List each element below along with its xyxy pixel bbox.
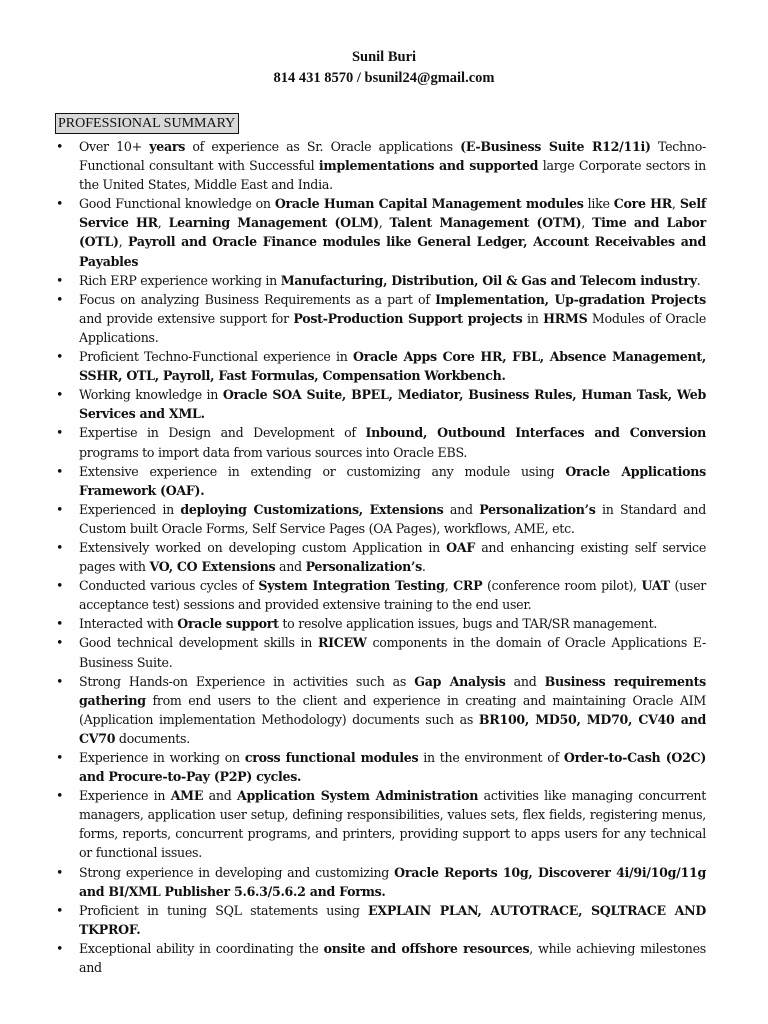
text: Rich ERP experience working in — [79, 272, 281, 288]
summary-bullet — [56, 347, 706, 385]
summary-bullet — [56, 863, 706, 901]
text: Extensive experience in extending or customizing any module using — [79, 463, 566, 479]
bullet-icon: • — [56, 463, 64, 479]
bullet-icon: • — [56, 864, 64, 880]
bold-text: Order-to-Cash (O2C) and Procure-to-Pay (P2P) cycles. — [79, 750, 706, 785]
text: Interacted with — [79, 616, 178, 632]
bold-text: AME — [170, 788, 204, 804]
summary-bullet — [56, 538, 706, 576]
summary-bullet — [56, 939, 706, 977]
bold-text: UAT — [641, 578, 670, 594]
bold-text: Oracle Apps Core HR, FBL, Absence Management, SSHR, OTL, Payroll, Fast Formulas, Compensation Workbench. — [79, 349, 706, 384]
bold-text: years — [149, 139, 186, 154]
bold-text: cross functional modules — [244, 750, 419, 765]
bold-text: Business requirements gathering — [79, 673, 706, 708]
bold-text: Manufacturing, Distribution, Oil & Gas and Telecom industry — [280, 272, 697, 288]
bold-text: Talent Management (OTM) — [389, 215, 582, 231]
text: Experienced in — [79, 501, 181, 517]
bold-text: Time and Labor (OTL) — [79, 215, 707, 250]
text: documents. — [115, 730, 190, 746]
bold-text: Self Service HR — [79, 196, 707, 231]
text: Modules of Oracle Applications. — [79, 310, 706, 345]
bullet-icon: • — [56, 349, 64, 365]
bullet-icon: • — [56, 788, 64, 804]
text: Conducted various cycles of — [79, 578, 259, 594]
bold-text: Oracle Applications Framework (OAF). — [79, 463, 706, 498]
bold-text: deploying Customizations, Extensions — [180, 501, 444, 517]
bullet-icon: • — [56, 387, 64, 403]
text: Working knowledge in — [79, 387, 223, 403]
bold-text: Personalization’s — [305, 559, 422, 575]
summary-bullet — [56, 462, 706, 500]
bullet-icon: • — [56, 616, 64, 632]
bullet-icon: • — [56, 196, 64, 212]
text: (conference room pilot), — [482, 578, 642, 594]
bullet-icon: • — [56, 539, 64, 555]
bold-text: Core HR — [613, 196, 672, 212]
summary-bullet — [56, 290, 706, 347]
bold-text: Gap Analysis — [414, 673, 506, 689]
bold-text: (E-Business Suite R12/11i) — [460, 139, 651, 154]
text: Expertise in Design and Development of — [79, 425, 366, 441]
text: Proficient in tuning SQL statements using — [79, 902, 369, 918]
bold-text: Oracle support — [177, 616, 279, 632]
text: Good technical development skills in — [79, 635, 318, 651]
bold-text: OAF — [446, 539, 475, 555]
bold-text: Oracle Reports 10g, Discoverer 4i/9i/10g/11g and BI/XML Publisher 5.6.3/5.6.2 and Forms. — [79, 864, 706, 899]
text: Strong experience in developing and customizing — [79, 864, 395, 880]
bold-text: Learning Management (OLM) — [168, 215, 379, 231]
summary-bullet-list — [56, 137, 706, 977]
text: Over 10+ — [79, 139, 150, 154]
text: in Standard and Custom built Oracle Forms, Self Service Pages (OA Pages), workflows, AME, etc. — [79, 501, 707, 536]
bold-text: BR100, MD50, MD70, CV40 and CV70 — [79, 711, 706, 746]
bold-text: implementations and supported — [318, 158, 539, 174]
bullet-icon: • — [56, 139, 64, 154]
bullet-icon: • — [56, 750, 64, 765]
text: to resolve application issues, bugs and TAR/SR management. — [278, 616, 658, 632]
bold-text: HRMS — [543, 310, 588, 326]
text: , — [157, 215, 169, 231]
text: (user acceptance test) sessions and provided extensive training to the end user. — [79, 578, 706, 613]
summary-bullet — [56, 672, 706, 748]
text: components in the domain of Oracle Applications E-Business Suite. — [79, 635, 706, 670]
summary-bullet — [56, 901, 706, 939]
bullet-icon: • — [56, 902, 64, 918]
summary-bullet — [56, 194, 706, 270]
text: of experience as Sr. Oracle applications — [185, 139, 461, 154]
bold-text: CRP — [453, 578, 483, 594]
text: like — [583, 196, 614, 212]
text: , — [581, 215, 593, 231]
text: Techno-Functional consultant with Successful — [79, 139, 706, 174]
text: in the environment of — [418, 750, 564, 765]
text: Experience in — [79, 788, 171, 804]
text: . — [696, 272, 701, 288]
bold-text: Inbound, Outbound Interfaces and Conversion — [365, 425, 706, 441]
bold-text: Implementation, Up-gradation Projects — [435, 291, 706, 307]
bold-text: VO, CO Extensions — [149, 559, 276, 575]
bullet-icon: • — [56, 635, 64, 651]
summary-bullet — [56, 271, 706, 290]
text: , — [118, 234, 128, 250]
text: Exceptional ability in coordinating the — [79, 940, 324, 956]
bold-text: EXPLAIN PLAN, AUTOTRACE, SQLTRACE AND TKPROF. — [79, 902, 706, 937]
summary-bullet — [56, 137, 706, 194]
summary-bullet — [56, 500, 706, 538]
text: Focus on analyzing Business Requirements as a part of — [79, 291, 436, 307]
text: Good Functional knowledge on — [79, 196, 275, 212]
bullet-icon: • — [56, 291, 64, 307]
summary-bullet — [56, 614, 706, 633]
bold-text: Personalization’s — [479, 501, 596, 517]
bold-text: System Integration Testing — [258, 578, 445, 594]
text: Proficient Techno-Functional experience in — [79, 349, 354, 365]
bullet-icon: • — [56, 272, 64, 288]
bold-text: RICEW — [317, 635, 367, 651]
bullet-icon: • — [56, 940, 64, 956]
text: Extensively worked on developing custom Application in — [79, 539, 447, 555]
section-title-professional-summary: PROFESSIONAL SUMMARY — [55, 113, 239, 134]
text: and — [505, 673, 545, 689]
resume-header — [0, 47, 768, 89]
bullet-icon: • — [56, 578, 64, 594]
bold-text: Payroll and Oracle Finance modules like General Ledger, Account Receivables and Payables — [79, 234, 706, 269]
summary-bullet — [56, 748, 706, 786]
bullet-icon: • — [56, 673, 64, 689]
text: , — [378, 215, 390, 231]
contact-line: 814 431 8570 / bsunil24@gmail.com — [273, 70, 495, 86]
bullet-icon: • — [56, 425, 64, 441]
candidate-name: Sunil Buri — [351, 49, 417, 65]
text: and enhancing existing self service pages with — [79, 539, 706, 575]
text: , — [671, 196, 680, 212]
summary-bullet — [56, 786, 706, 862]
text: activities like managing concurrent managers, application user setup, defining responsibilities, values sets, flex fields, registering menus, forms, reports, concurrent programs, and printers, providing support to apps users for any technical or functional issues. — [79, 788, 706, 861]
text: programs to import data from various sources into Oracle EBS. — [79, 444, 468, 460]
text: Strong Hands-on Experience in activities such as — [79, 673, 415, 689]
text: , — [444, 578, 454, 594]
text: and provide extensive support for — [79, 310, 294, 326]
text: and — [275, 559, 306, 575]
bullet-icon: • — [56, 501, 64, 517]
text: . — [421, 559, 426, 575]
text: , while achieving milestones and — [79, 940, 706, 976]
bold-text: Oracle Human Capital Management modules — [274, 196, 584, 212]
bold-text: onsite and offshore resources — [323, 940, 530, 956]
text: from end users to the client and experience in creating and maintaining Oracle AIM (Application implementation Methodology) documents such as — [79, 692, 706, 727]
text: Experience in working on — [79, 750, 245, 765]
text: in — [522, 310, 544, 326]
text: and — [203, 788, 237, 804]
summary-bullet — [56, 385, 706, 423]
text: large Corporate sectors in the United States, Middle East and India. — [79, 158, 707, 193]
bold-text: Post-Production Support projects — [293, 310, 523, 326]
text: and — [443, 501, 480, 517]
bold-text: Oracle SOA Suite, BPEL, Mediator, Business Rules, Human Task, Web Services and XML. — [79, 387, 706, 422]
summary-bullet — [56, 576, 706, 614]
bold-text: Application System Administration — [237, 788, 479, 804]
summary-bullet — [56, 633, 706, 671]
summary-bullet — [56, 423, 706, 461]
